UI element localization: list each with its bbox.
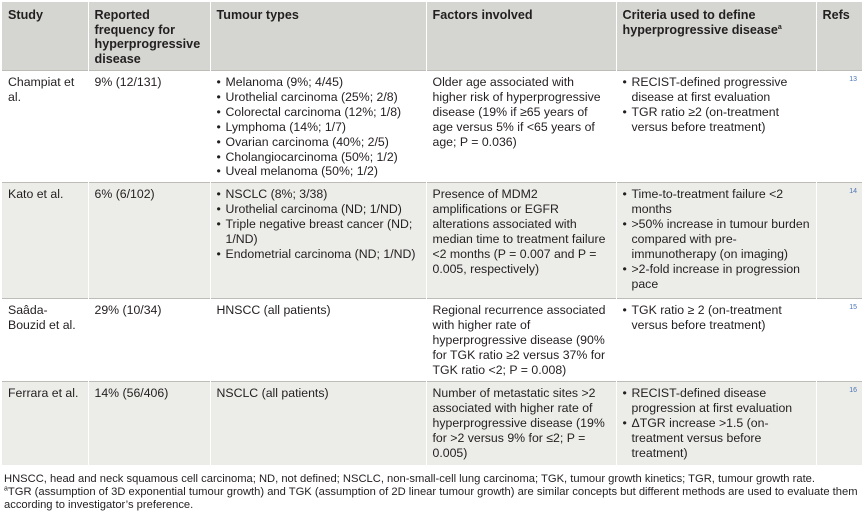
tumour-types-cell: HNSCC (all patients) <box>210 299 426 382</box>
header-study: Study <box>2 2 88 71</box>
frequency-cell: 9% (12/131) <box>88 71 210 183</box>
list-item: • >2-fold increase in progression pace <box>623 262 811 292</box>
hyperprogressive-disease-table <box>2 2 862 465</box>
list-item: • Uveal melanoma (50%; 1/2) <box>217 164 421 179</box>
abbreviations-note: HNSCC, head and neck squamous cell carcinoma; ND, not defined; NSCLC, non-small-cell lung carcinoma; TGK, tumour growth kinetics; TGR, tumour growth rate. <box>4 473 816 485</box>
factors-cell: Older age associated with higher risk of hyperprogressive disease (19% if ≥65 years of age versus 5% if <65 years of age; P = 0.036) <box>426 71 616 183</box>
list-item: • Urothelial carcinoma (25%; 2/8) <box>217 90 421 105</box>
list-item: • RECIST-defined progressive disease at first evaluation <box>623 75 811 105</box>
list-item: • Endometrial carcinoma (ND; 1/ND) <box>217 247 421 262</box>
list-item: • NSCLC (8%; 3/38) <box>217 187 421 202</box>
header-frequency: Reported frequency for hyperprogressive disease <box>88 2 210 71</box>
list-item: • Colorectal carcinoma (12%; 1/8) <box>217 105 421 120</box>
ref-cell: 13 <box>816 71 862 183</box>
header-criteria <box>616 2 816 71</box>
header-refs: Refs <box>816 2 862 71</box>
ref-cell: 16 <box>816 382 862 465</box>
study-cell: Saâda-Bouzid et al. <box>2 299 88 382</box>
list-item: • Urothelial carcinoma (ND; 1/ND) <box>217 202 421 217</box>
table-row <box>2 183 862 299</box>
list-item: • Lymphoma (14%; 1/7) <box>217 120 421 135</box>
header-tumour-types: Tumour types <box>210 2 426 71</box>
list-item: • ΔTGR increase >1.5 (on-treatment versus before treatment) <box>623 416 811 461</box>
criteria-cell <box>616 183 816 299</box>
table-header-row <box>2 2 862 71</box>
list-item: • Triple negative breast cancer (ND; 1/ND) <box>217 217 421 247</box>
table-row <box>2 299 862 382</box>
factors-cell: Presence of MDM2 amplifications or EGFR alterations associated with median time to treatment failure <2 months (P = 0.007 and P = 0.005, respectively) <box>426 183 616 299</box>
footnote-a <box>4 486 859 512</box>
table-row <box>2 382 862 465</box>
tumour-types-cell: NSCLC (all patients) <box>210 382 426 465</box>
header-criteria-text: Criteria used to define hyperprogressive disease <box>622 8 778 37</box>
header-criteria-footnote-mark: a <box>777 23 782 31</box>
list-item: • Time-to-treatment failure <2 months <box>623 187 811 217</box>
list-item: • TGR ratio ≥2 (on-treatment versus before treatment) <box>623 105 811 135</box>
table-footnotes <box>4 473 859 513</box>
tumour-types-cell <box>210 183 426 299</box>
frequency-cell: 14% (56/406) <box>88 382 210 465</box>
criteria-cell <box>616 71 816 183</box>
footnote-a-text: TGR (assumption of 3D exponential tumour growth) and TGK (assumption of 2D linear tumour growth) are similar concepts but different methods are used to evaluate them according to investigator’s preference. <box>4 486 858 512</box>
list-item: • >50% increase in tumour burden compared with pre-immunotherapy (on imaging) <box>623 217 811 262</box>
factors-cell: Regional recurrence associated with higher rate of hyperprogressive disease (90% for TGK ratio ≥2 versus 37% for TGK ratio <2; P = 0.008) <box>426 299 616 382</box>
header-factors: Factors involved <box>426 2 616 71</box>
study-cell: Ferrara et al. <box>2 382 88 465</box>
frequency-cell: 29% (10/34) <box>88 299 210 382</box>
list-item: • TGK ratio ≥ 2 (on-treatment versus before treatment) <box>623 303 811 333</box>
study-cell: Kato et al. <box>2 183 88 299</box>
list-item: • RECIST-defined disease progression at first evaluation <box>623 386 811 416</box>
ref-cell: 14 <box>816 183 862 299</box>
criteria-cell <box>616 382 816 465</box>
tumour-types-cell <box>210 71 426 183</box>
table-row <box>2 71 862 183</box>
frequency-cell: 6% (6/102) <box>88 183 210 299</box>
ref-cell: 15 <box>816 299 862 382</box>
list-item: • Ovarian carcinoma (40%; 2/5) <box>217 135 421 150</box>
criteria-cell <box>616 299 816 382</box>
footnote-a-mark: a <box>4 485 8 493</box>
list-item: • Melanoma (9%; 4/45) <box>217 75 421 90</box>
study-cell: Champiat et al. <box>2 71 88 183</box>
factors-cell: Number of metastatic sites >2 associated with higher rate of hyperprogressive disease (19% for >2 versus 9% for ≤2; P = 0.005) <box>426 382 616 465</box>
list-item: • Cholangiocarcinoma (50%; 1/2) <box>217 150 421 165</box>
